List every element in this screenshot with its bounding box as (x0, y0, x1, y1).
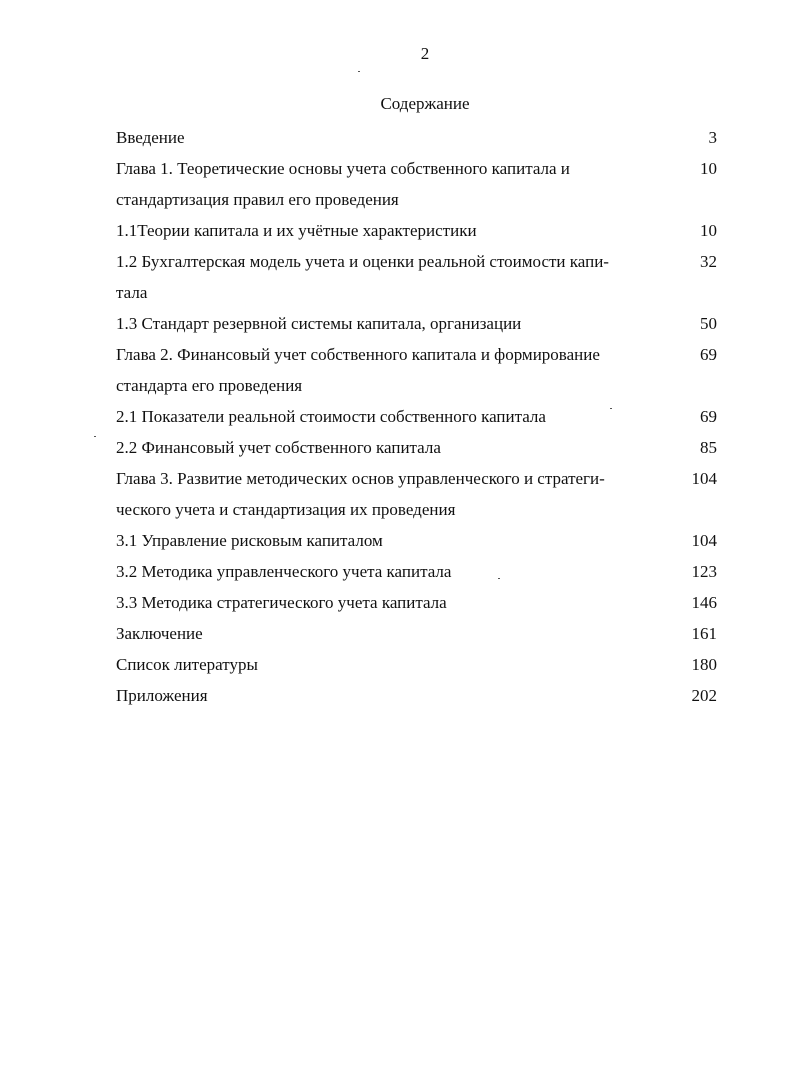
toc-entry-text (116, 432, 661, 463)
toc-entry-text (116, 401, 661, 432)
toc-entry (116, 463, 720, 525)
toc-entry (116, 432, 720, 463)
toc-entry-line: тала (116, 283, 148, 302)
toc-entry-text (116, 246, 661, 308)
toc-entry-line: стандарта его проведения (116, 376, 303, 395)
scan-speck (94, 436, 96, 437)
toc-entry-line: 3.1 Управление рисковым капиталом (116, 531, 383, 550)
toc-entry-page: 146 (691, 593, 717, 612)
toc-entry (116, 587, 720, 618)
toc-entry-page: 32 (700, 252, 717, 271)
toc-entry-text (116, 587, 661, 618)
toc-entry-page: 3 (708, 128, 717, 147)
toc-entry (116, 153, 720, 215)
toc-entry-line: 2.1 Показатели реальной стоимости собственного капитала (116, 407, 546, 426)
toc-entry-text (116, 215, 661, 246)
toc-entry-line: Глава 1. Теоретические основы учета собственного капитала и (116, 159, 570, 178)
toc-entry (116, 525, 720, 556)
toc-entry (116, 339, 720, 401)
scan-speck (610, 408, 612, 409)
toc-entry-line: Приложения (116, 686, 208, 705)
toc-entry-line: стандартизация правил его проведения (116, 190, 399, 209)
toc-entry (116, 401, 720, 432)
toc-entry-line: Заключение (116, 624, 203, 643)
toc-entry (116, 246, 720, 308)
toc-entry-line: Глава 2. Финансовый учет собственного капитала и формирование (116, 345, 600, 364)
toc-entry-page: 69 (700, 407, 717, 426)
toc-entry-text (116, 463, 661, 525)
toc-entry-page: 50 (700, 314, 717, 333)
toc-entry-page: 180 (691, 655, 717, 674)
toc-entry-text (116, 556, 661, 587)
toc-entry-line: 3.3 Методика стратегического учета капитала (116, 593, 447, 612)
toc-entry-line: 3.2 Методика управленческого учета капитала (116, 562, 452, 581)
toc-entry-page: 202 (691, 686, 717, 705)
toc-title: Содержание (380, 94, 470, 113)
toc-entry-text (116, 525, 661, 556)
toc-entry-page: 69 (700, 345, 717, 364)
toc-entry-text (116, 618, 661, 649)
toc-entry-page: 123 (691, 562, 717, 581)
toc-entry (116, 308, 720, 339)
toc-entry-page: 104 (691, 531, 717, 550)
toc-entry-text (116, 308, 661, 339)
toc-entry-page: 104 (691, 469, 717, 488)
toc-entry (116, 122, 720, 153)
toc-entry (116, 215, 720, 246)
toc-entry-line: 1.1Теории капитала и их учётные характеристики (116, 221, 477, 240)
toc-entry-page: 10 (700, 221, 717, 240)
toc-entry-line: ческого учета и стандартизация их проведения (116, 500, 456, 519)
toc-entry (116, 618, 720, 649)
toc-entry-line: 1.3 Стандарт резервной системы капитала, организации (116, 314, 522, 333)
toc-entry-line: 1.2 Бухгалтерская модель учета и оценки реальной стоимости капи- (116, 252, 609, 271)
toc-entry-text (116, 649, 661, 680)
toc-entry-line: Введение (116, 128, 185, 147)
scan-speck (498, 578, 500, 579)
scan-speck (358, 71, 360, 72)
toc-entry-page: 85 (700, 438, 717, 457)
toc-entry-text (116, 153, 661, 215)
toc-entry-text (116, 680, 661, 711)
page-number: 2 (420, 44, 430, 63)
toc-entry-line: Глава 3. Развитие методических основ управленческого и стратеги- (116, 469, 605, 488)
toc-entry-page: 10 (700, 159, 717, 178)
toc-entry-page: 161 (691, 624, 717, 643)
toc-entry-text (116, 339, 661, 401)
toc-entry-text (116, 122, 661, 153)
toc-entry (116, 556, 720, 587)
toc-entry (116, 649, 720, 680)
toc-entry-line: Список литературы (116, 655, 258, 674)
table-of-contents (116, 122, 720, 711)
toc-entry (116, 680, 720, 711)
toc-entry-line: 2.2 Финансовый учет собственного капитала (116, 438, 441, 457)
